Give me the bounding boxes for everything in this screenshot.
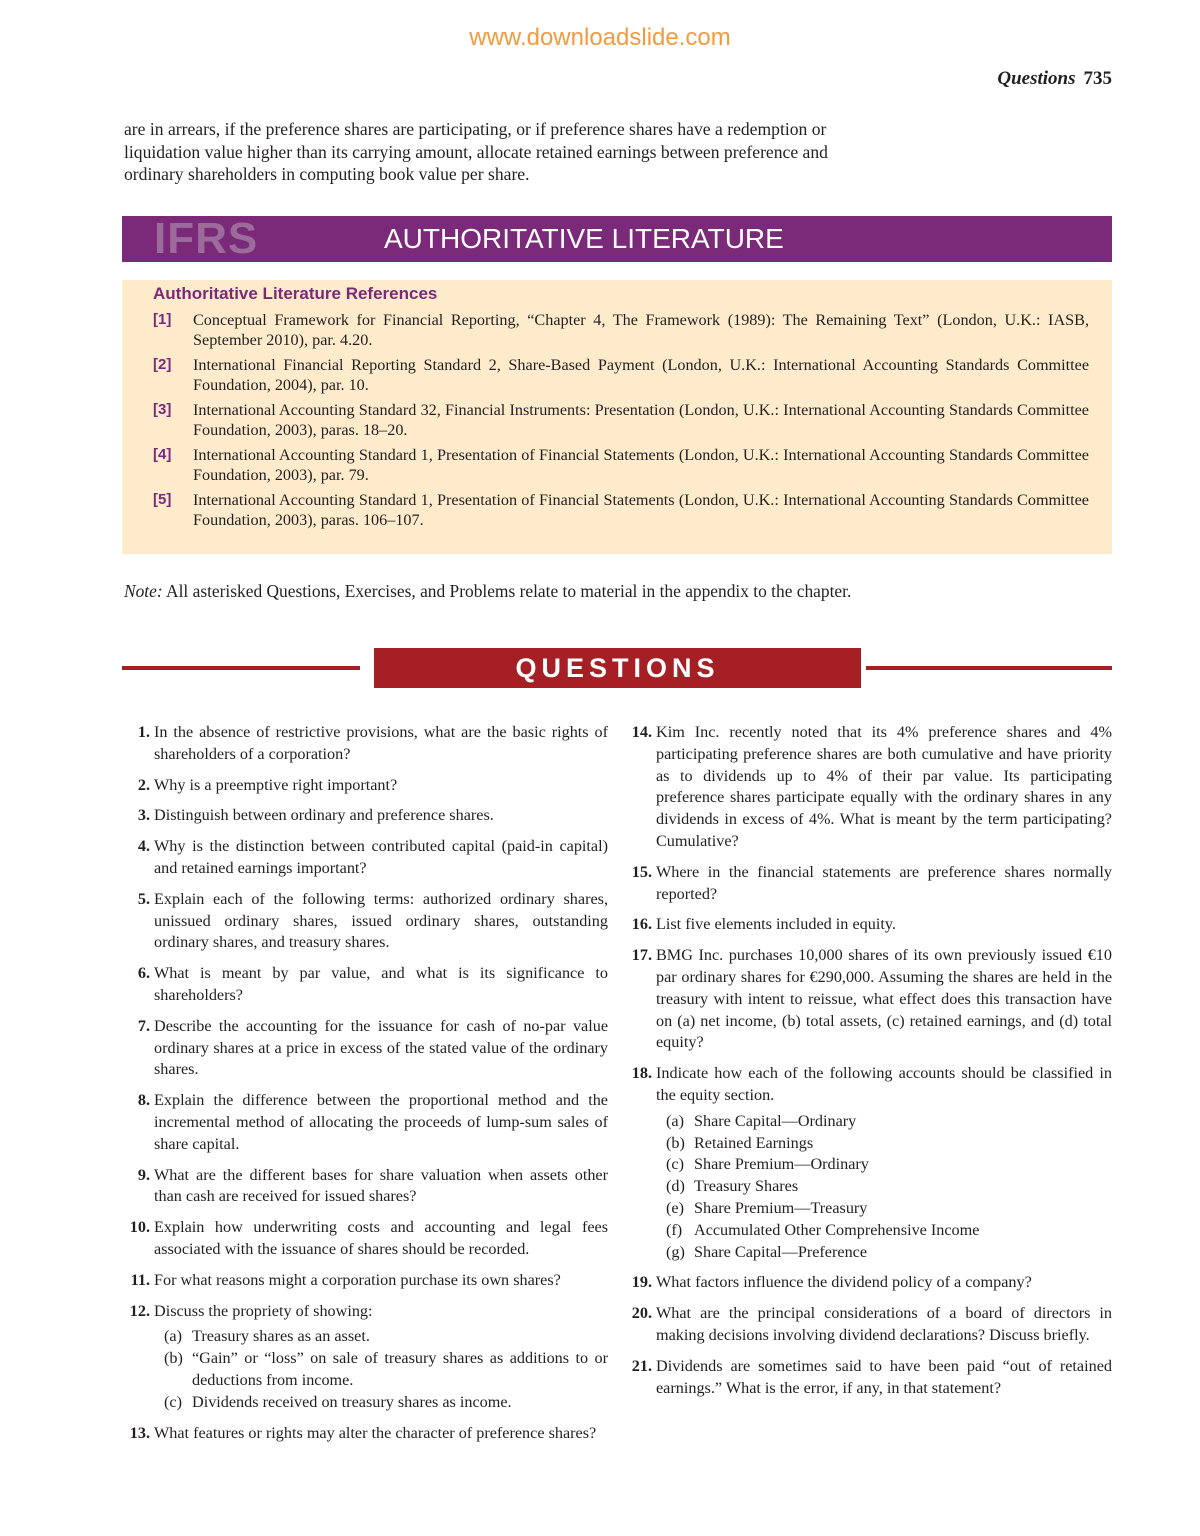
question-text: Why is the distinction between contributed capital (paid-in capital) and retained earnings important?: [154, 837, 608, 877]
question-number: 6.: [137, 964, 150, 983]
question-text: What features or rights may alter the character of preference shares?: [154, 1423, 597, 1442]
question-number: 18.: [631, 1064, 652, 1083]
sub-question-text: Retained Earnings: [694, 1133, 814, 1152]
sub-question-label: (b): [666, 1133, 685, 1152]
sub-question-item: [656, 1133, 1112, 1155]
sub-question-text: “Gain” or “loss” on sale of treasury shares as additions to or deductions from income.: [192, 1349, 608, 1389]
question-number: 3.: [137, 806, 150, 825]
question-number: 8.: [137, 1091, 150, 1110]
sub-question-item: [154, 1348, 608, 1392]
running-head: [997, 68, 1112, 90]
reference-text: International Accounting Standard 32, Financial Instruments: Presentation (London, U.K.: International Accounting Standards Committee Foundation, 2003), paras. 18–20.: [193, 401, 1089, 439]
questions-column-left: [126, 722, 608, 1453]
sub-question-item: [656, 1154, 1112, 1176]
sub-question-list: [154, 1326, 608, 1413]
sub-question-label: (a): [666, 1111, 684, 1130]
ifrs-logo: IFRS: [154, 214, 259, 263]
questions-column-right: [628, 722, 1112, 1408]
question-number: 9.: [137, 1165, 150, 1184]
question-item: [628, 1272, 1112, 1294]
question-number: 15.: [631, 862, 652, 881]
question-item: [126, 1217, 608, 1261]
sub-question-label: (c): [666, 1155, 684, 1174]
question-number: 2.: [137, 775, 150, 794]
reference-item: [153, 445, 1089, 485]
question-text: Why is a preemptive right important?: [154, 775, 398, 794]
note-label: Note:: [124, 581, 163, 601]
question-number: 14.: [631, 723, 652, 741]
sub-question-text: Treasury Shares: [694, 1177, 799, 1196]
question-text: Explain the difference between the proportional method and the incremental method of allocating the proceeds of lump-sum sales of share capital.: [154, 1091, 608, 1153]
question-number: 20.: [631, 1304, 652, 1323]
sub-question-label: (f): [666, 1220, 683, 1239]
question-item: [126, 1090, 608, 1155]
question-text: Describe the accounting for the issuance for cash of no-par value ordinary shares at a price in excess of the stated value of the ordinary shares.: [154, 1016, 608, 1079]
question-number: 13.: [129, 1423, 150, 1442]
question-text: Distinguish between ordinary and preference shares.: [154, 806, 494, 825]
question-text: BMG Inc. purchases 10,000 shares of its own previously issued €10 par ordinary shares for €290,000. Assuming the shares are held in the treasury with intent to reissue, what effect does this transaction have on (a) net income, (b) total assets, (c) retained earnings, and (d) total equity?: [656, 946, 1112, 1052]
sub-question-text: Share Premium—Ordinary: [694, 1155, 869, 1174]
question-item: [628, 914, 1112, 936]
question-item: [628, 722, 1112, 853]
question-text: For what reasons might a corporation purchase its own shares?: [154, 1270, 561, 1289]
ifrs-banner: [122, 216, 1112, 262]
sub-question-item: [656, 1111, 1112, 1133]
literature-heading: Authoritative Literature References: [153, 284, 438, 303]
question-text: Indicate how each of the following accounts should be classified in the equity section.: [656, 1064, 1112, 1104]
question-text: What factors influence the dividend policy of a company?: [656, 1273, 1032, 1292]
reference-number: [2]: [153, 356, 172, 373]
question-text: Explain each of the following terms: authorized ordinary shares, unissued ordinary shares, issued ordinary shares, outstanding ordinary shares, and treasury shares.: [154, 889, 608, 952]
question-number: 7.: [137, 1016, 150, 1035]
question-item: [628, 1303, 1112, 1347]
reference-text: Conceptual Framework for Financial Reporting, “Chapter 4, The Framework (1989): The Remaining Text” (London, U.K.: IASB, September 2010), par. 4.20.: [193, 311, 1089, 349]
reference-number: [1]: [153, 311, 172, 328]
question-item: [126, 775, 608, 797]
question-number: 1.: [137, 723, 150, 741]
question-number: 10.: [129, 1218, 150, 1237]
question-number: 5.: [137, 889, 150, 908]
reference-item: [153, 490, 1089, 530]
reference-text: International Accounting Standard 1, Presentation of Financial Statements (London, U.K.: International Accounting Standards Committee Foundation, 2003), paras. 106–107.: [193, 491, 1089, 529]
sub-question-label: (a): [164, 1327, 182, 1346]
question-number: 16.: [631, 915, 652, 934]
question-item: [628, 1063, 1112, 1263]
sub-question-text: Treasury shares as an asset.: [192, 1327, 370, 1346]
sub-question-text: Share Capital—Preference: [694, 1242, 868, 1261]
question-item: [126, 1423, 608, 1445]
reference-text: International Financial Reporting Standard 2, Share-Based Payment (London, U.K.: International Accounting Standards Committee Foundation, 2004), par. 10.: [193, 356, 1089, 394]
sub-question-list: [656, 1111, 1112, 1264]
question-number: 21.: [631, 1356, 652, 1375]
divider-left: [122, 666, 360, 670]
sub-question-text: Dividends received on treasury shares as income.: [192, 1392, 512, 1411]
question-item: [126, 722, 608, 766]
question-text: Explain how underwriting costs and accounting and legal fees associated with the issuance of shares should be recorded.: [154, 1218, 608, 1258]
question-text: Where in the financial statements are preference shares normally reported?: [656, 862, 1112, 903]
question-text: Dividends are sometimes said to have been paid “out of retained earnings.” What is the error, if any, in that statement?: [656, 1356, 1112, 1397]
sub-question-item: [656, 1220, 1112, 1242]
question-number: 19.: [631, 1273, 652, 1292]
question-item: [126, 1016, 608, 1081]
question-number: 11.: [130, 1270, 150, 1289]
question-item: [628, 862, 1112, 906]
reference-item: [153, 310, 1089, 350]
sub-question-text: Accumulated Other Comprehensive Income: [694, 1220, 980, 1239]
reference-number: [4]: [153, 446, 172, 463]
reference-number: [3]: [153, 401, 172, 418]
reference-list: [153, 310, 1089, 535]
sub-question-item: [656, 1198, 1112, 1220]
question-text: List five elements included in equity.: [656, 915, 896, 934]
sub-question-item: [656, 1242, 1112, 1264]
sub-question-text: Share Premium—Treasury: [694, 1198, 868, 1217]
question-text: What are the principal considerations of a board of directors in making decisions involving dividend declarations? Discuss briefly.: [656, 1304, 1112, 1344]
question-text: What are the different bases for share valuation when assets other than cash are received for issued shares?: [154, 1165, 608, 1206]
sub-question-item: [154, 1326, 608, 1348]
question-text: Discuss the propriety of showing:: [154, 1301, 373, 1320]
sub-question-item: [154, 1392, 608, 1414]
intro-text: are in arrears, if the preference shares are participating, or if preference shares have a redemption or liquidation value higher than its carrying amount, allocate retained earnings between preference and ordinary shareholders in computing book value per share.: [124, 119, 828, 184]
running-head-label: Questions: [997, 68, 1076, 89]
note: [124, 580, 884, 603]
question-number: 12.: [129, 1301, 150, 1320]
question-item: [126, 1270, 608, 1292]
question-number: 4.: [137, 837, 150, 856]
divider-right: [866, 666, 1112, 670]
sub-question-label: (c): [164, 1392, 182, 1411]
question-item: [126, 1165, 608, 1209]
sub-question-label: (e): [666, 1198, 684, 1217]
sub-question-label: (g): [666, 1242, 685, 1261]
question-item: [126, 805, 608, 827]
questions-banner: QUESTIONS: [374, 648, 861, 688]
intro-paragraph: [124, 118, 884, 186]
reference-text: International Accounting Standard 1, Presentation of Financial Statements (London, U.K.: International Accounting Standards Committee Foundation, 2003), par. 79.: [193, 446, 1089, 484]
question-text: What is meant by par value, and what is its significance to shareholders?: [154, 964, 608, 1004]
question-item: [126, 963, 608, 1007]
question-item: [628, 1356, 1112, 1400]
literature-box: [122, 280, 1112, 554]
question-item: [126, 1301, 608, 1414]
sub-question-text: Share Capital—Ordinary: [694, 1111, 857, 1130]
reference-item: [153, 355, 1089, 395]
sub-question-label: (d): [666, 1177, 685, 1196]
reference-item: [153, 400, 1089, 440]
watermark: www.downloadslide.com: [469, 24, 731, 51]
page-number: 735: [1083, 68, 1112, 89]
sub-question-item: [656, 1176, 1112, 1198]
note-text: All asterisked Questions, Exercises, and Problems relate to material in the appendix to the chapter.: [166, 581, 852, 601]
question-text: In the absence of restrictive provisions, what are the basic rights of shareholders of a corporation?: [154, 723, 608, 763]
question-item: [628, 945, 1112, 1054]
reference-number: [5]: [153, 491, 172, 508]
sub-question-label: (b): [164, 1349, 183, 1368]
question-item: [126, 889, 608, 954]
banner-title: AUTHORITATIVE LITERATURE: [384, 223, 784, 254]
question-text: Kim Inc. recently noted that its 4% preference shares and 4% participating preference shares are both cumulative and have priority as to dividends up to 4% of their par value. Its participating preference shares participate equally with the ordinary shares in any dividends in excess of 4%. What is meant by the term participating? Cumulative?: [656, 723, 1112, 850]
question-item: [126, 836, 608, 880]
question-number: 17.: [631, 946, 652, 965]
